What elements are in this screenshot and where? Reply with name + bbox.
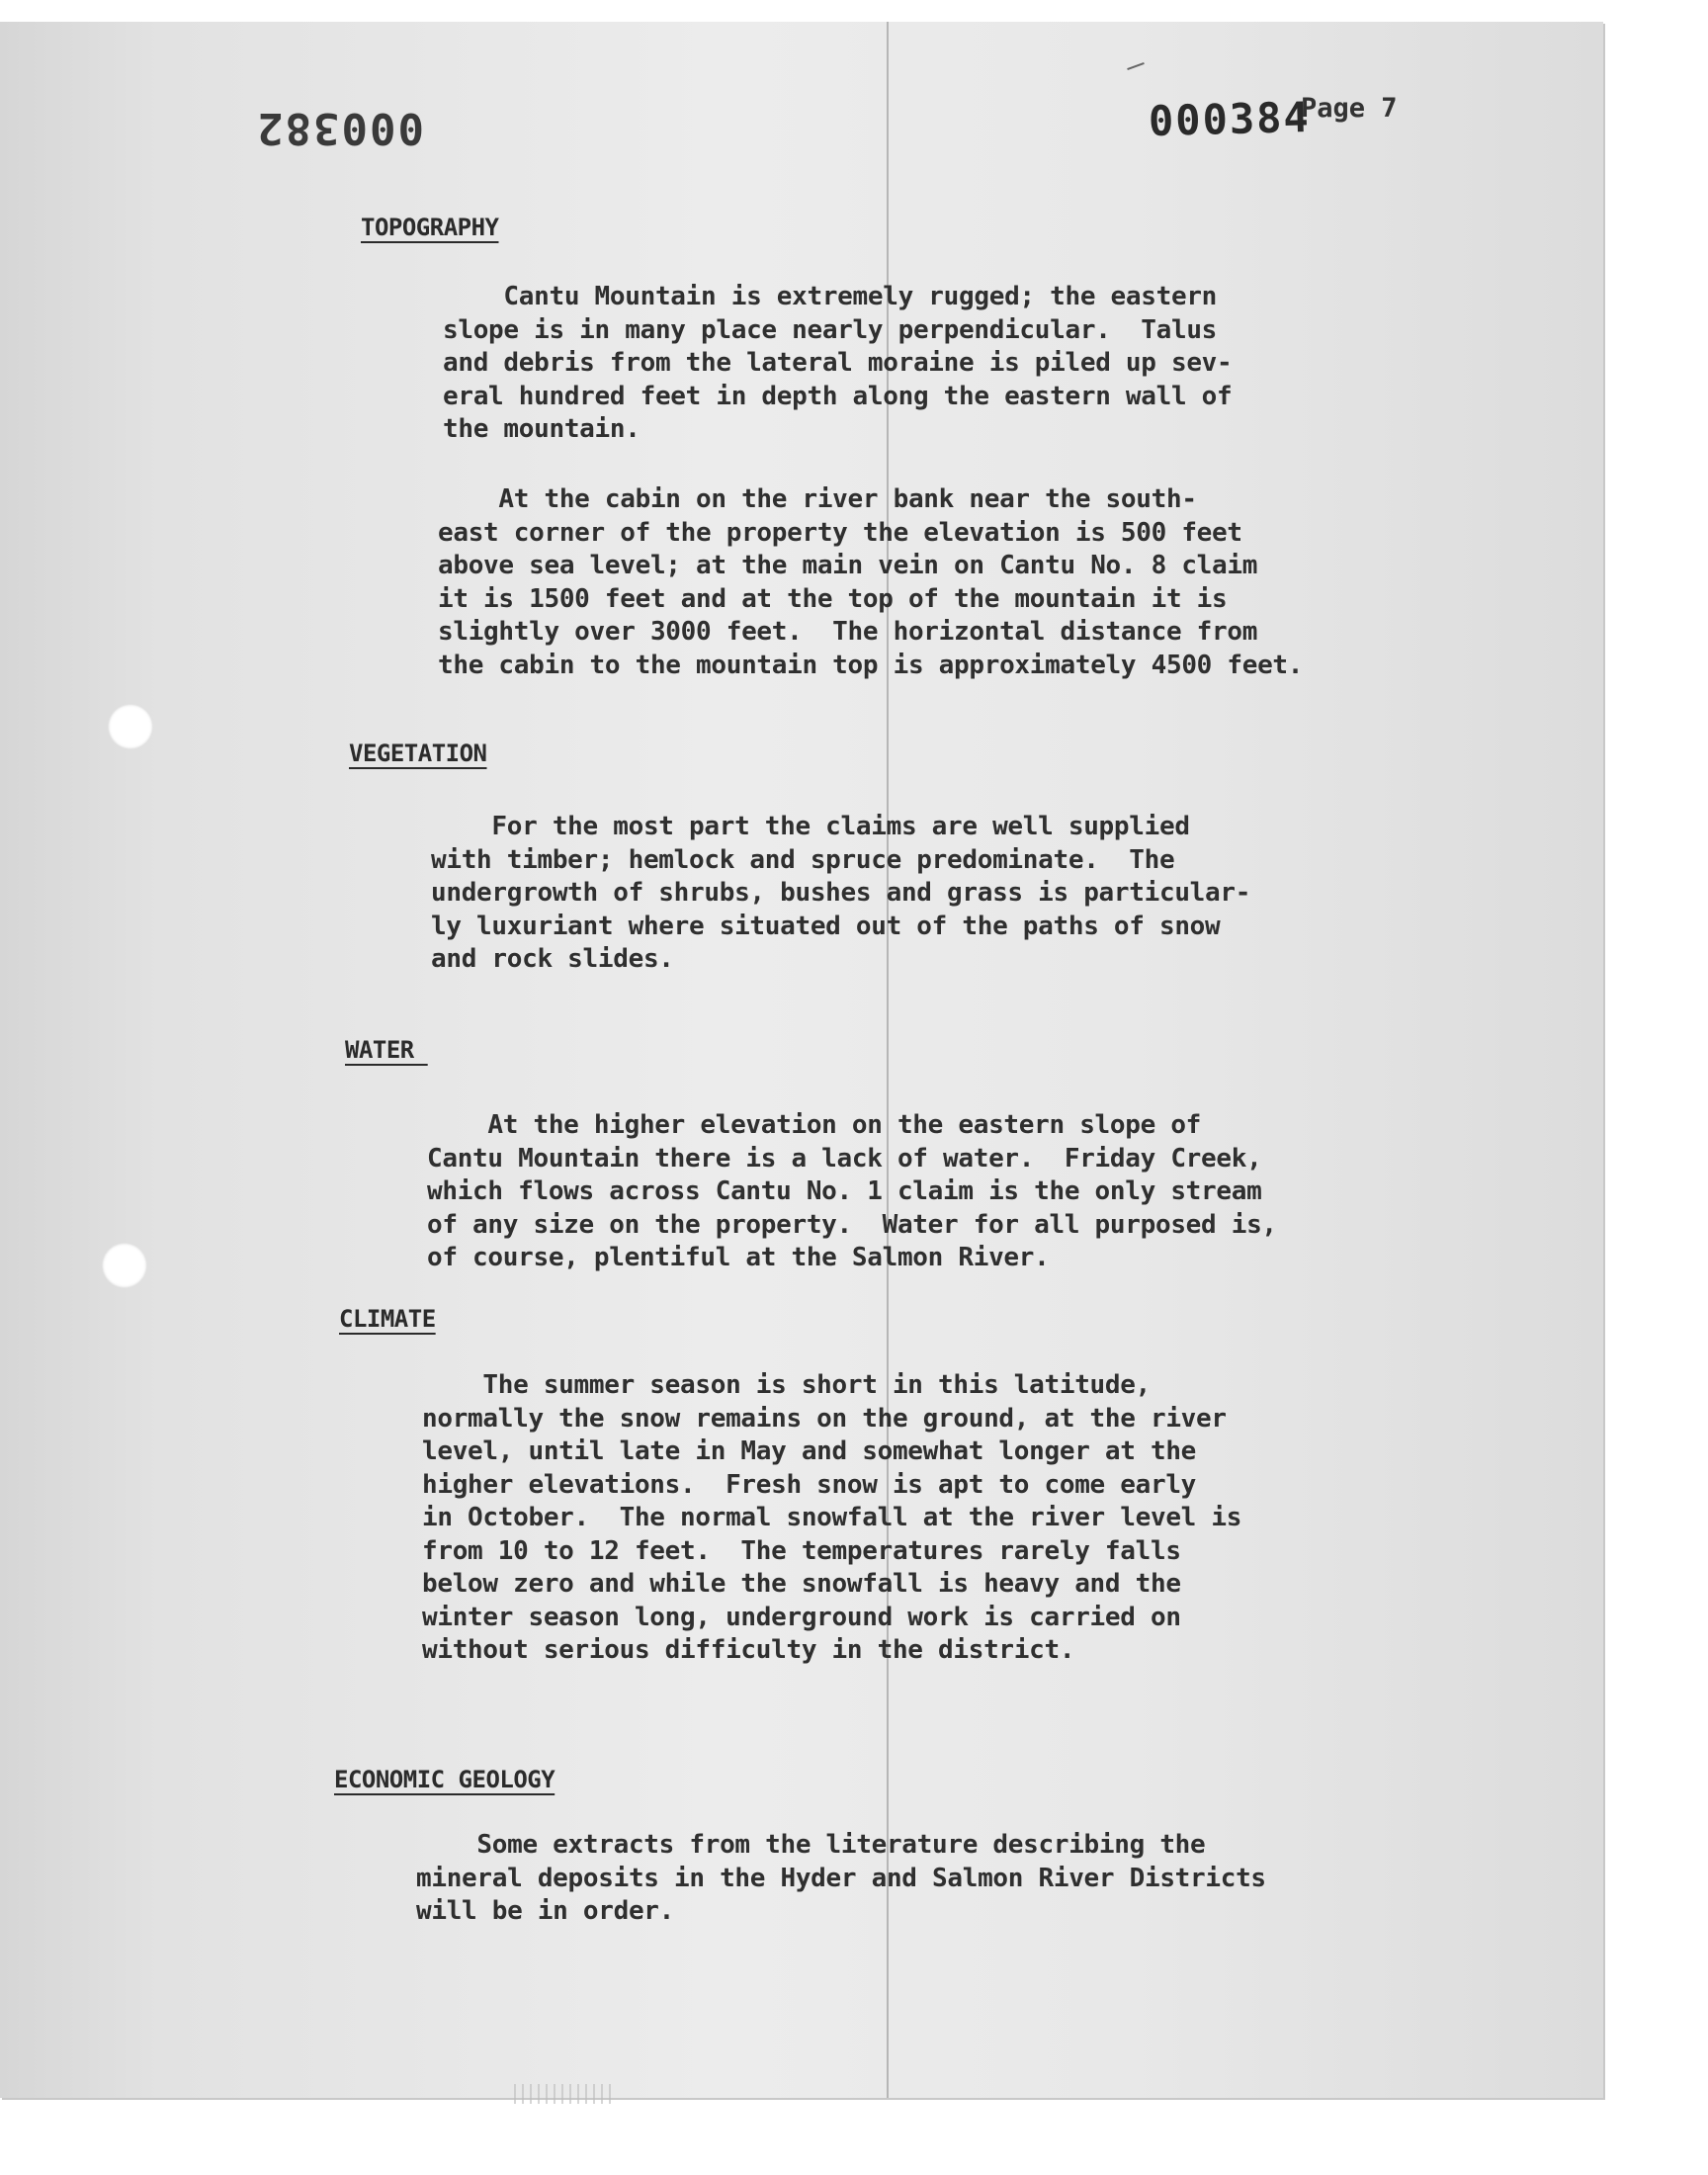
climate-paragraph: The summer season is short in this latitude, normally the snow remains on the ground, at the river level, until late in May and somewhat longer at the higher elevations. Fresh snow is apt to come early in October. The normal snowfall at the river level is from 10 to 12 feet. The temperatures rarely falls below zero and while the snowfall is heavy and the winter season long, underground work is carried on without serious difficulty in the district. [422,1370,1242,1665]
economic-geology-paragraph: Some extracts from the literature describing the mineral deposits in the Hyder and Salmon River Districts will be in order. [416,1830,1266,1926]
mirrored-bates-stamp: 000382 [255,103,424,153]
bates-stamp: 000384 [1148,92,1312,146]
topography-paragraph-2: At the cabin on the river bank near the south- east corner of the property the elevation is 500 feet above sea level; at the main vein on Cantu No. 8 claim it is 1500 feet and at the top of the mountain it is slightly over 3000 feet. The horizontal distance from the cabin to the mountain top is approximately 4500 feet. [438,484,1304,680]
section-heading-topography: TOPOGRAPHY [361,214,499,241]
water-paragraph: At the higher elevation on the eastern slope of Cantu Mountain there is a lack of water. Friday Creek, which flows across Cantu No. 1 claim is the only stream of any size on the property. Water for all purposed is, of course, plentiful at the Salmon River. [427,1110,1277,1272]
section-heading-economic-geology: ECONOMIC GEOLOGY [334,1766,555,1793]
section-heading-vegetation: VEGETATION [349,740,487,767]
punch-hole [108,704,153,749]
punch-hole [102,1243,147,1288]
vegetation-paragraph: For the most part the claims are well supplied with timber; hemlock and spruce predominate. The undergrowth of shrubs, bushes and grass is particular- ly luxuriant where situated out of the paths of snow and rock slides. [431,812,1251,974]
page-number: Page 7 [1301,93,1398,124]
scan-artifact [514,2084,613,2104]
topography-paragraph-1: Cantu Mountain is extremely rugged; the eastern slope is in many place nearly perpendicular. Talus and debris from the lateral moraine is piled up sev- eral hundred feet in depth along the eastern wall of the mountain. [443,282,1233,444]
section-heading-water: WATER [345,1036,428,1064]
section-heading-climate: CLIMATE [339,1305,436,1333]
